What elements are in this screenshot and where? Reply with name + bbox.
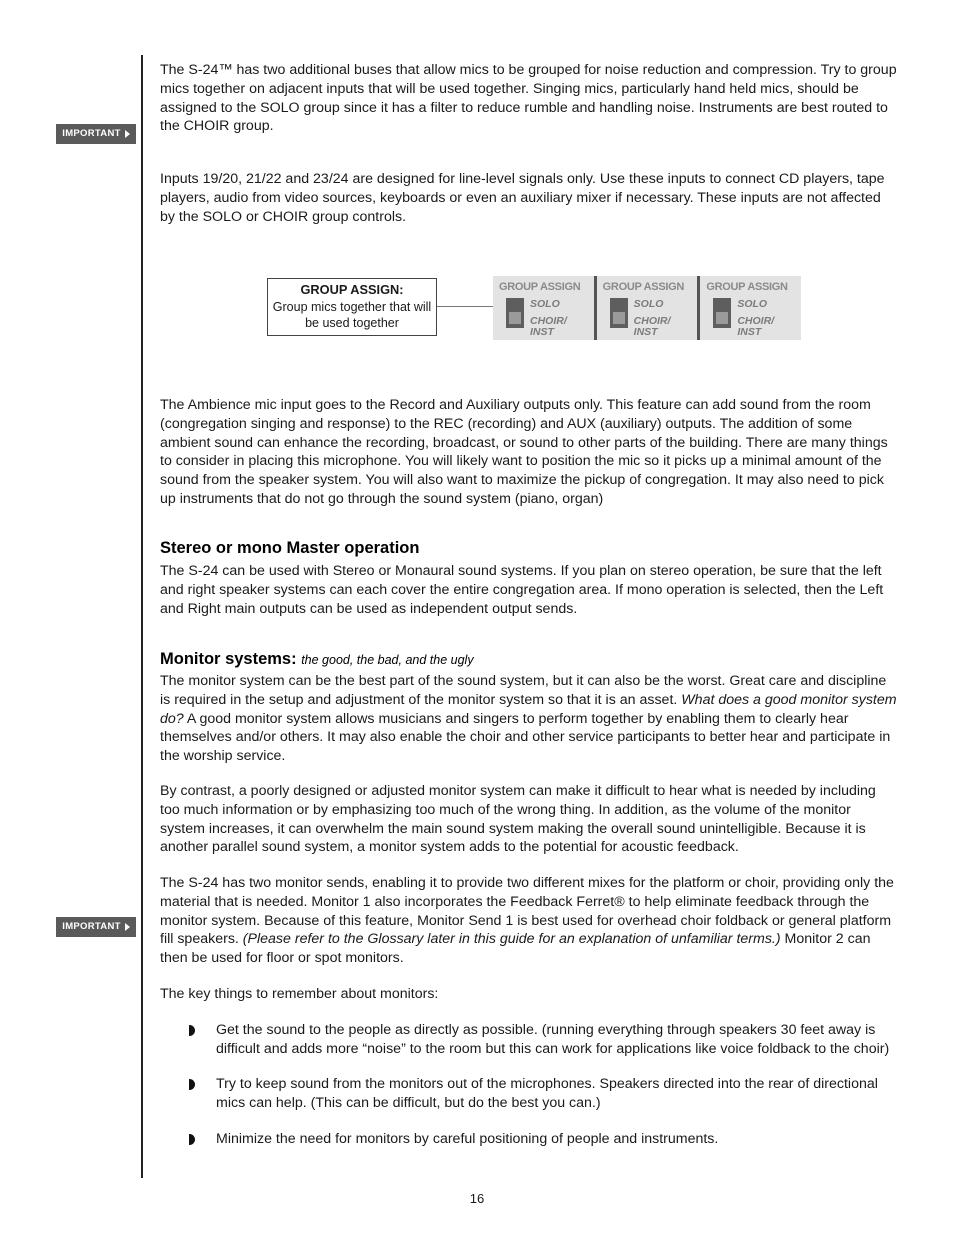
callout-connector: [437, 306, 493, 307]
important-label: IMPORTANT: [62, 127, 121, 139]
stereo-heading: Stereo or mono Master operation: [160, 539, 420, 557]
list-item-text: Minimize the need for monitors by careful positioning of people and instruments.: [216, 1131, 719, 1147]
monitor-heading-title: Monitor systems:: [160, 650, 297, 668]
group-assign-callout: [267, 278, 437, 336]
list-item: [160, 1130, 900, 1149]
unit-title: GROUP ASSIGN: [499, 281, 581, 293]
line-inputs-paragraph: Inputs 19/20, 21/22 and 23/24 are designed for line-level signals only. Use these inputs to connect CD players, tape players, audio from video sources, keyboards or even an auxiliary mixer if necessary. These inputs are not affected by the SOLO or CHOIR group controls.: [160, 171, 885, 225]
group-assign-unit: [597, 276, 701, 340]
text-run: A good monitor system allows musicians and singers to perform together by enabling them to clearly hear themselves and/or others. It may also enable the choir and other service participants to better hear and participate in the worship service.: [160, 710, 891, 765]
group-assign-switch: [610, 298, 628, 328]
monitor-sends-paragraph: [160, 874, 898, 968]
important-badge: [56, 917, 136, 937]
monitor-heading: [160, 650, 474, 670]
key-things-paragraph: The key things to remember about monitors:: [160, 986, 439, 1002]
group-assign-unit: [493, 276, 597, 340]
text-run: Monitor 2 can then be used for floor or spot monitors.: [160, 931, 871, 967]
unit-title: GROUP ASSIGN: [706, 281, 788, 293]
group-assign-panel-image: [493, 276, 801, 340]
choir-label: CHOIR/: [633, 315, 671, 327]
page-number: 16: [469, 1191, 485, 1206]
bullet-icon: [189, 1079, 195, 1090]
stereo-paragraph: The S-24 can be used with Stereo or Monaural sound systems. If you plan on stereo operation, be sure that the left and right speaker systems can each cover the entire congregation area. If mono operation is selected, then the Left and Right main outputs can be used as independent output sends.: [160, 563, 884, 617]
list-item-text: Try to keep sound from the monitors out of the microphones. Speakers directed into the rear of directional mics can help. (This can be difficult, but do the best you can.): [216, 1076, 878, 1111]
bullet-icon: [189, 1025, 195, 1036]
choir-label: CHOIR/: [530, 315, 567, 327]
text-run: The monitor system can be the best part of the sound system, but it can also be the worst. Great care and discipline is required in the setup and adjustment of the monitor system so that it is an asset.: [160, 673, 887, 708]
list-item-text: Get the sound to the people as directly as possible. (running everything through speakers 30 feet away is difficult and adds more “noise” to the room but this can work for applications like voice foldback to the choir): [216, 1022, 890, 1057]
group-buses-paragraph: The S-24™ has two additional buses that allow mics to be grouped for noise reduction and compression. Try to group mics together on adjacent inputs that will be used together. Singing mics, particularly hand held mics, should be assigned to the SOLO group since it has a filter to reduce rumble and handling noise. Instruments are best routed to the CHOIR group.: [160, 62, 897, 135]
text-run: The S-24 has two monitor sends, enabling it to provide two different mixes for the platform or choir, providing only the material that is needed. Monitor 1 also incorporates the Feedback Ferret® to help eliminate feedback through the monitor system. Because of this feature, Monitor Send 1 is best used for overhead choir foldback or general platform fill speakers.: [160, 875, 894, 948]
unit-title: GROUP ASSIGN: [602, 281, 685, 293]
arrow-icon: [125, 130, 130, 138]
list-item: [160, 1021, 900, 1059]
callout-body: Group mics together that will be used together: [272, 299, 432, 330]
group-assign-unit: [700, 276, 801, 340]
margin-rule: [141, 55, 143, 1178]
inst-label: INST: [737, 326, 762, 338]
italic-question: What does a good monitor system do?: [160, 691, 897, 727]
important-badge: [56, 124, 136, 144]
solo-label: SOLO: [737, 298, 768, 310]
inst-label: INST: [530, 326, 554, 338]
glossary-note: (Please refer to the Glossary later in this guide for an explanation of unfamiliar terms.): [242, 931, 781, 948]
ambience-paragraph: The Ambience mic input goes to the Record and Auxiliary outputs only. This feature can add sound from the room (congregation singing and response) to the REC (recording) and AUX (auxiliary) outputs. The addition of some ambient sound can enhance the recording, broadcast, or sound to other parts of the building. There are many things to consider in placing this microphone. You will likely want to position the mic so it picks up a minimal amount of the sound from the speaker system. You will also want to maximize the pickup of congregation. It may also need to pick up instruments that do not go through the sound system (piano, organ): [160, 397, 888, 507]
contrast-paragraph: By contrast, a poorly designed or adjusted monitor system can make it difficult to hear what is needed by including too much information or by emphasizing too much of the wrong thing. In addition, as the volume of the monitor system increases, it can overwhelm the main sound system making the overall sound unintelligible. Because it is another parallel sound system, a monitor system adds to the potential for acoustic feedback.: [160, 783, 876, 856]
arrow-icon: [125, 923, 130, 931]
group-assign-switch: [506, 298, 524, 328]
callout-title: GROUP ASSIGN:: [300, 282, 404, 297]
solo-label: SOLO: [530, 298, 560, 310]
important-label: IMPORTANT: [62, 920, 121, 932]
monitor-heading-subtitle: the good, the bad, and the ugly: [301, 653, 474, 667]
group-assign-switch: [713, 298, 731, 328]
monitor-intro-paragraph: [160, 672, 898, 766]
solo-label: SOLO: [633, 298, 664, 310]
list-item: [160, 1075, 900, 1113]
choir-label: CHOIR/: [737, 315, 775, 327]
inst-label: INST: [633, 326, 658, 338]
bullet-icon: [189, 1134, 195, 1145]
